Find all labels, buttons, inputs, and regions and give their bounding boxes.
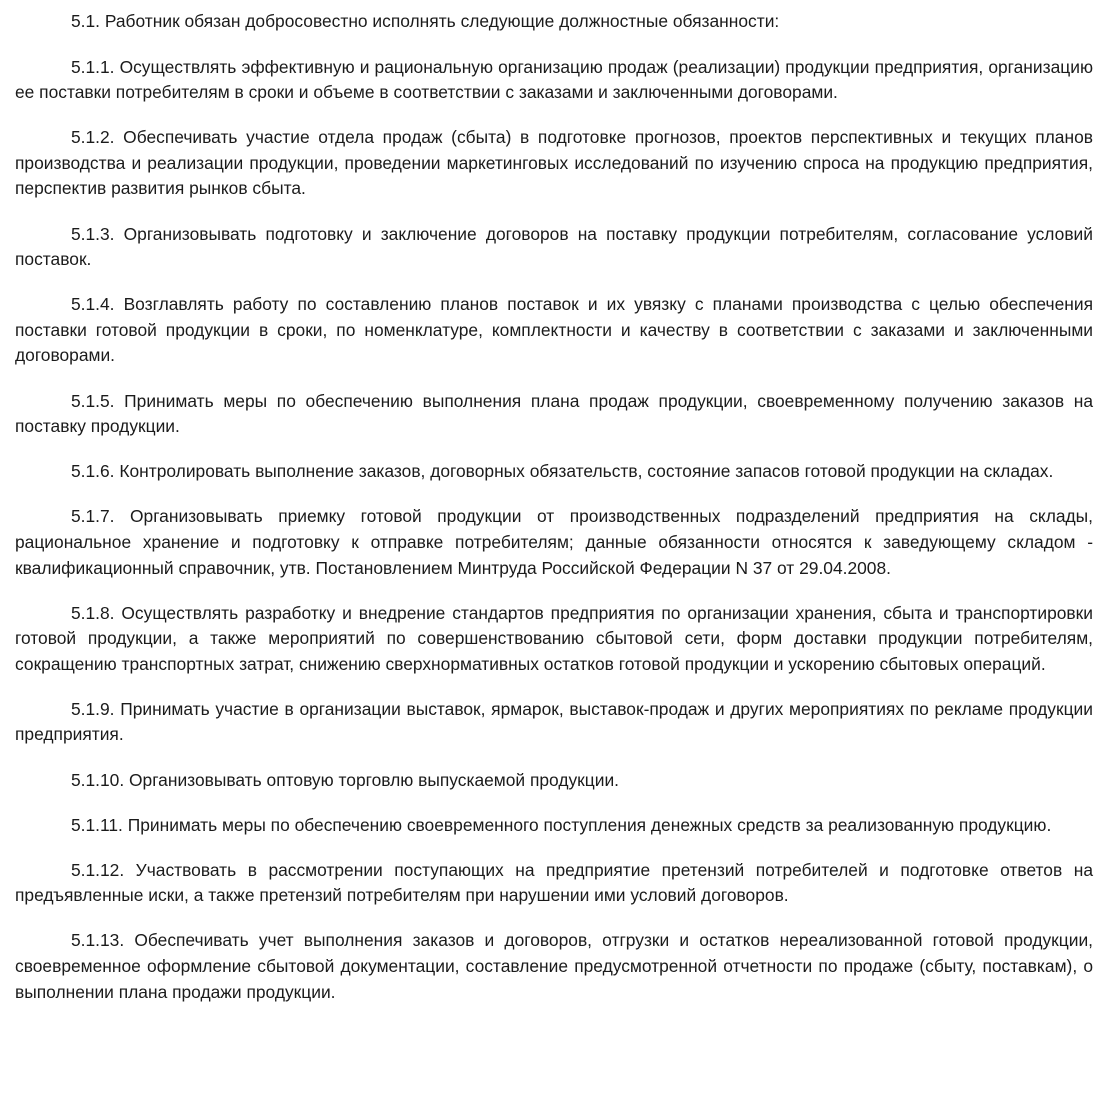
duty-item-5-1-1: 5.1.1. Осуществлять эффективную и рациональную организацию продаж (реализации) продукции предприятия, организацию ее поставки потребителям в сроки и объеме в соответствии с заказами и заключенными договорами. (15, 56, 1093, 103)
duty-item-5-1-11: 5.1.11. Принимать меры по обеспечению своевременного поступления денежных средств за реализованную продукцию. (71, 814, 1052, 835)
duty-item-5-1-4: 5.1.4. Возглавлять работу по составлению планов поставок и их увязку с планами производства с целью обеспечения поставки готовой продукции в сроки, по номенклатуре, комплектности и качеству в соответствии с заказами и заключенными договорами. (15, 294, 1093, 366)
duty-item-5-1-9: 5.1.9. Принимать участие в организации выставок, ярмарок, выставок-продаж и других мероприятиях по рекламе продукции предприятия. (15, 698, 1093, 745)
duty-item-5-1-12: 5.1.12. Участвовать в рассмотрении поступающих на предприятие претензий потребителей и подготовке ответов на предъявленные иски, а также претензий потребителям при нарушении ими условий договоров. (15, 859, 1093, 906)
duty-item-5-1-5: 5.1.5. Принимать меры по обеспечению выполнения плана продаж продукции, своевременному получению заказов на поставку продукции. (15, 390, 1093, 437)
duty-item-5-1-2: 5.1.2. Обеспечивать участие отдела продаж (сбыта) в подготовке прогнозов, проектов перспективных и текущих планов производства и реализации продукции, проведении маркетинговых исследований по изучению спроса на продукцию предприятия, перспектив развития рынков сбыта. (15, 127, 1093, 199)
duty-item-5-1-8: 5.1.8. Осуществлять разработку и внедрение стандартов предприятия по организации хранения, сбыта и транспортировки готовой продукции, а также мероприятий по совершенствованию сбытовой сети, форм доставки продукции потребителям, сокращению транспортных затрат, снижению сверхнормативных остатков готовой продукции и ускорению сбытовых операций. (15, 602, 1093, 674)
duty-item-5-1-6: 5.1.6. Контролировать выполнение заказов, договорных обязательств, состояние запасов готовой продукции на складах. (71, 461, 1054, 482)
duty-item-5-1-13: 5.1.13. Обеспечивать учет выполнения заказов и договоров, отгрузки и остатков нереализованной готовой продукции, своевременное оформление сбытовой документации, составление предусмотренной отчетности по продаже (сбыту, поставкам), о выполнении плана продажи продукции. (15, 930, 1093, 1002)
duty-item-5-1-7: 5.1.7. Организовывать приемку готовой продукции от производственных подразделений предприятия на склады, рациональное хранение и подготовку к отправке потребителям; данные обязанности относятся к заведующему складом - квалификационный справочник, утв. Постановлением Минтруда Российской Федерации N 37 от 29.04.2008. (15, 506, 1093, 578)
section-intro: 5.1. Работник обязан добросовестно исполнять следующие должностные обязанности: (71, 11, 780, 31)
duty-item-5-1-10: 5.1.10. Организовывать оптовую торговлю выпускаемой продукции. (71, 769, 620, 790)
duty-item-5-1-3: 5.1.3. Организовывать подготовку и заключение договоров на поставку продукции потребителям, согласование условий поставок. (15, 223, 1093, 270)
